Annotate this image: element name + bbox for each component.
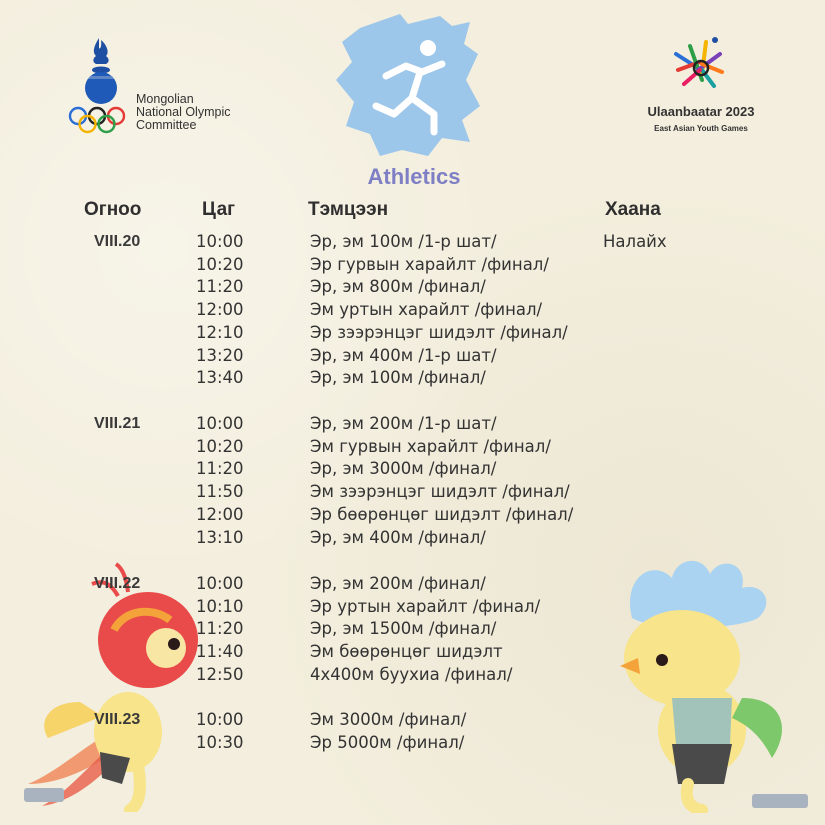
sport-pictogram-tile (330, 10, 495, 160)
schedule-row (0, 459, 825, 481)
schedule-row (0, 505, 825, 527)
schedule-row (0, 710, 825, 732)
schedule-row (0, 482, 825, 504)
event-name: Эм бөөрөнцөг шидэлт (310, 642, 503, 662)
column-header-time: Цаг (202, 199, 236, 220)
date-label: VIII.22 (94, 575, 141, 592)
event-name: Эм 3000м /финал/ (310, 710, 467, 729)
schedule-row (0, 665, 825, 687)
mnoc-logo (66, 36, 256, 146)
column-header-event: Тэмцээн (308, 199, 389, 220)
event-time: 13:20 (196, 345, 244, 365)
mongolian-soyombo-olympic-logo (66, 36, 136, 136)
schedule-row (0, 277, 825, 299)
games-subtitle: East Asian Youth Games (654, 124, 748, 133)
event-time: 12:00 (196, 300, 244, 320)
event-time: 12:00 (196, 504, 244, 524)
event-time: 11:40 (196, 642, 244, 662)
schedule-row (0, 733, 825, 755)
column-header-venue: Хаана (605, 199, 661, 220)
event-time: 12:10 (196, 322, 244, 342)
event-name: Эр, эм 100м /финал/ (310, 368, 486, 388)
event-time: 10:20 (196, 436, 244, 456)
event-time: 11:20 (196, 619, 244, 639)
schedule-row (0, 619, 825, 641)
column-header-date: Огноо (84, 199, 142, 220)
committee-line-2: National Olympic (136, 105, 231, 119)
event-time: 13:40 (196, 368, 244, 388)
date-label: VIII.20 (94, 233, 141, 250)
event-name: Эм зээрэнцэг шидэлт /финал/ (310, 482, 570, 502)
schedule-row (0, 437, 825, 459)
schedule-row (0, 528, 825, 550)
schedule-row (0, 323, 825, 345)
games-logo (636, 34, 766, 144)
event-time: 10:00 (196, 710, 244, 729)
event-name: Эр, эм 100м /1-р шат/ (310, 232, 497, 251)
running-athlete-icon (330, 10, 495, 160)
event-time: 10:00 (196, 232, 244, 251)
schedule-row (0, 300, 825, 322)
event-name: Эр 5000м /финал/ (310, 732, 465, 752)
event-venue: Налайх (603, 232, 667, 251)
event-name: 4x400м буухиа /финал/ (310, 664, 513, 684)
event-time: 10:00 (196, 414, 244, 433)
event-time: 10:20 (196, 254, 244, 274)
event-name: Эр зээрэнцэг шидэлт /финал/ (310, 322, 568, 342)
event-name: Эр бөөрөнцөг шидэлт /финал/ (310, 504, 574, 524)
event-time: 11:50 (196, 482, 244, 502)
event-time: 11:20 (196, 277, 244, 297)
event-name: Эр, эм 200м /финал/ (310, 574, 486, 593)
event-time: 13:10 (196, 527, 244, 547)
schedule-row (0, 642, 825, 664)
schedule-row (0, 368, 825, 390)
event-name: Эр, эм 400м /1-р шат/ (310, 345, 497, 365)
event-time: 11:20 (196, 459, 244, 479)
sport-title: Athletics (367, 164, 461, 189)
event-name: Эр, эм 200м /1-р шат/ (310, 414, 497, 433)
event-time: 10:00 (196, 574, 244, 593)
event-name: Эр, эм 3000м /финал/ (310, 459, 497, 479)
event-name: Эм гурвын харайлт /финал/ (310, 436, 551, 456)
event-time: 10:10 (196, 596, 244, 616)
committee-name (136, 93, 230, 132)
schedule-row (0, 232, 825, 254)
ulaanbaatar-2023-games-logo (636, 34, 766, 100)
date-label: VIII.21 (94, 415, 141, 432)
schedule-row (0, 597, 825, 619)
date-label: VIII.23 (94, 711, 141, 728)
schedule-row (0, 414, 825, 436)
committee-line-1: Mongolian (136, 92, 194, 106)
event-time: 12:50 (196, 664, 244, 684)
schedule-row (0, 255, 825, 277)
schedule-row (0, 574, 825, 596)
event-name: Эр, эм 800м /финал/ (310, 277, 486, 297)
committee-line-3: Committee (136, 118, 197, 132)
event-name: Эр уртын харайлт /финал/ (310, 596, 541, 616)
games-title: Ulaanbaatar 2023 (647, 104, 755, 119)
event-name: Эр, эм 1500м /финал/ (310, 619, 497, 639)
event-time: 10:30 (196, 732, 244, 752)
schedule-row (0, 346, 825, 368)
event-name: Эр, эм 400м /финал/ (310, 527, 486, 547)
event-name: Эм уртын харайлт /финал/ (310, 300, 543, 320)
event-name: Эр гурвын харайлт /финал/ (310, 254, 549, 274)
